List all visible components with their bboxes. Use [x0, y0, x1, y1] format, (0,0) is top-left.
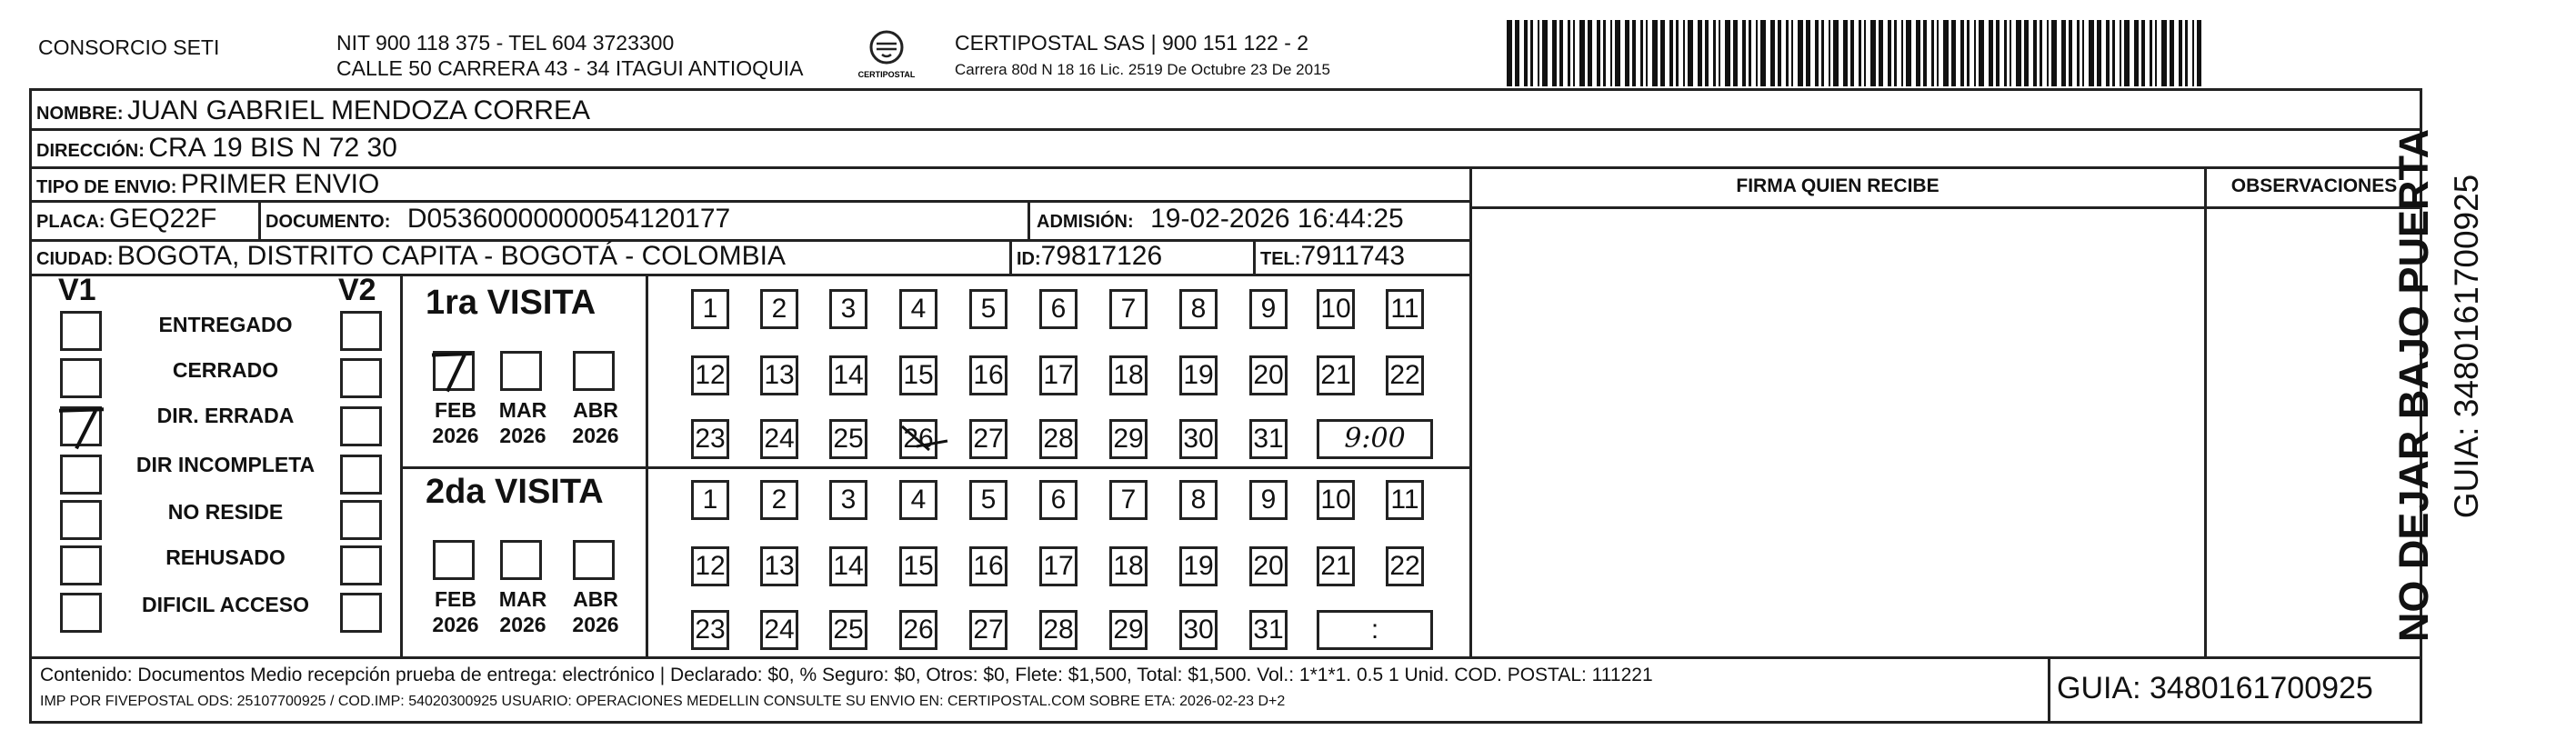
recipient-address: CRA 19 BIS N 72 30 — [148, 133, 397, 163]
ciudad-value: BOGOTA, DISTRITO CAPITA - BOGOTÁ - COLOMBIA — [116, 241, 786, 271]
barcode-bar — [1943, 20, 1949, 86]
second-visit-day-box[interactable]: 23 — [691, 610, 729, 650]
barcode-bar — [2082, 20, 2084, 86]
barcode-bar — [1879, 20, 1883, 86]
barcode-bar — [2024, 20, 2029, 86]
barcode-bar — [1610, 20, 1612, 86]
second-visit-day-box[interactable]: 6 — [1039, 480, 1078, 520]
second-visit-day-box[interactable]: 14 — [829, 546, 867, 586]
barcode-bar — [1833, 20, 1839, 86]
v1-checkbox[interactable] — [60, 358, 102, 398]
barcode-bar — [2106, 20, 2110, 86]
barcode-bar — [1530, 20, 1533, 86]
first-visit-month-year: 2026 — [432, 424, 479, 447]
second-visit-day-box[interactable]: 2 — [760, 480, 798, 520]
barcode-bar — [2192, 20, 2194, 86]
barcode-bar — [1931, 20, 1934, 86]
barcode-bar — [2179, 20, 2182, 86]
barcode-bar — [1573, 20, 1575, 86]
second-visit-day-box[interactable]: 3 — [829, 480, 867, 520]
barcode-bar — [1951, 20, 1956, 86]
tel-cell: TEL:7911743 — [1260, 241, 1406, 271]
barcode-bar — [1850, 20, 1854, 86]
status-option-label: DIR. ERRADA — [156, 404, 295, 427]
first-visit-day-box[interactable]: 9 — [1249, 289, 1288, 329]
barcode-bar — [1815, 20, 1819, 86]
second-visit-day-box[interactable]: 17 — [1039, 546, 1078, 586]
first-visit-day-box[interactable]: 13 — [760, 355, 798, 395]
barcode-bar — [1742, 20, 1746, 86]
barcode-bar — [2004, 20, 2007, 86]
second-visit-day-box[interactable]: 9 — [1249, 480, 1288, 520]
ciudad-cell: CIUDAD: BOGOTA, DISTRITO CAPITA - BOGOTÁ - COLOMBIA — [36, 241, 786, 271]
barcode-bar — [1733, 20, 1738, 86]
second-visit-day-box[interactable]: 16 — [969, 546, 1007, 586]
barcode-bar — [1640, 20, 1643, 86]
barcode-bar — [2069, 20, 2072, 86]
barcode-bar — [1597, 20, 1600, 86]
barcode-bar — [1989, 20, 1993, 86]
barcode-bar — [1756, 20, 1758, 86]
barcode-bar — [1786, 20, 1789, 86]
barcode-bar — [1515, 20, 1519, 86]
second-visit-month-label: MAR — [498, 587, 547, 611]
second-visit-day-box[interactable]: 28 — [1039, 610, 1078, 650]
barcode-bar — [2170, 20, 2174, 86]
footer-contents: Contenido: Documentos Medio recepción prueba de entrega: electrónico | Declarado: $0, % Seguro: $0, Otros: $0, Flete: $1,500, Total: $1,500. Vol.: 1*1*1. 0.5 1 Unid. COD. POSTAL: 111221 — [40, 665, 1653, 685]
handwritten-check-mark — [430, 348, 479, 394]
first-visit-day-box[interactable]: 17 — [1039, 355, 1078, 395]
second-visit-day-box[interactable]: 13 — [760, 546, 798, 586]
barcode-bar — [1937, 20, 1939, 86]
first-visit-day-box[interactable]: 5 — [969, 289, 1007, 329]
barcode-bar — [2077, 20, 2080, 86]
first-visit-day-box[interactable]: 22 — [1386, 355, 1424, 395]
barcode-bar — [1683, 20, 1685, 86]
carrier-name: CERTIPOSTAL SAS | 900 151 122 - 2 — [955, 31, 1309, 55]
recipient-name: JUAN GABRIEL MENDOZA CORREA — [127, 95, 590, 125]
first-visit-day-box[interactable]: 25 — [829, 419, 867, 459]
barcode-bar — [2051, 20, 2057, 86]
barcode-bar — [2120, 20, 2121, 86]
barcode-bar — [1542, 20, 1548, 86]
barcode-bar — [2197, 20, 2201, 86]
barcode-bar — [1843, 20, 1848, 86]
status-option-label: NO RESIDE — [167, 500, 284, 524]
svg-text:CERTIPOSTAL: CERTIPOSTAL — [857, 70, 916, 79]
barcode-bar — [1524, 20, 1528, 86]
barcode-bar — [1669, 20, 1673, 86]
tel-value: 7911743 — [1300, 241, 1406, 271]
first-visit-day-box[interactable]: 28 — [1039, 419, 1078, 459]
observaciones-header: OBSERVACIONES — [2230, 175, 2398, 196]
v1-checkbox[interactable] — [60, 406, 102, 446]
first-visit-day-box[interactable]: 8 — [1179, 289, 1218, 329]
barcode-bar — [2097, 20, 2101, 86]
second-visit-day-box[interactable]: 21 — [1317, 546, 1355, 586]
documento-cell: DOCUMENTO: D05360000000054120177 — [266, 204, 731, 234]
first-visit-day-box[interactable]: 10 — [1317, 289, 1355, 329]
second-visit-month-year: 2026 — [432, 613, 479, 636]
second-visit-month-year: 2026 — [499, 613, 546, 636]
first-visit-month-checkbox[interactable] — [433, 351, 475, 391]
company-address: CALLE 50 CARRERA 43 - 34 ITAGUI ANTIOQUIA — [336, 56, 804, 80]
barcode-bar — [1632, 20, 1636, 86]
first-visit-day-box[interactable]: 26 — [899, 419, 937, 459]
barcode-bar — [2134, 20, 2139, 86]
barcode-bar — [1538, 20, 1539, 86]
barcode-bar — [2016, 20, 2021, 86]
first-visit-day-box[interactable]: 2 — [760, 289, 798, 329]
status-option-label: DIFICIL ACCESO — [141, 593, 309, 616]
second-visit-day-box[interactable]: 18 — [1109, 546, 1148, 586]
barcode-bar — [2047, 20, 2049, 86]
placa-cell: PLACA: GEQ22F — [36, 204, 217, 234]
second-visit-day-box[interactable]: 24 — [760, 610, 798, 650]
barcode-bar — [1859, 20, 1861, 86]
id-cell: ID:79817126 — [1017, 241, 1163, 271]
first-visit-time-box[interactable]: 9:00 — [1317, 419, 1433, 459]
status-option-label: REHUSADO — [165, 545, 286, 569]
barcode-bar — [1798, 20, 1803, 86]
v1-checkbox[interactable] — [60, 593, 102, 633]
barcode-bar — [1996, 20, 2000, 86]
second-visit-month-checkbox[interactable] — [573, 540, 615, 580]
barcode-bar — [2141, 20, 2145, 86]
second-visit-day-box[interactable]: 25 — [829, 610, 867, 650]
barcode-bar — [1791, 20, 1793, 86]
first-visit-title: 1ra VISITA — [426, 284, 596, 322]
v2-checkbox[interactable] — [340, 455, 382, 495]
barcode-bar — [1916, 20, 1920, 86]
barcode-bar — [2155, 20, 2157, 86]
barcode-bar — [1588, 20, 1592, 86]
v2-label: V2 — [338, 273, 376, 307]
first-visit-day-box[interactable]: 24 — [760, 419, 798, 459]
carrier-license: Carrera 80d N 18 16 Lic. 2519 De Octubre 23 De 2015 — [955, 61, 1330, 78]
no-dejar-bajo-puerta: NO DEJAR BAJO PUERTA — [2391, 128, 2437, 643]
first-visit-day-box[interactable]: 19 — [1179, 355, 1218, 395]
second-visit-day-box[interactable]: 15 — [899, 546, 937, 586]
tipo-row: TIPO DE ENVIO: PRIMER ENVIO — [36, 169, 380, 199]
admision-value: 19-02-2026 16:44:25 — [1150, 204, 1404, 234]
barcode-bar — [2124, 20, 2130, 86]
barcode-bar — [1625, 20, 1629, 86]
barcode-bar — [2161, 20, 2167, 86]
barcode-bar — [1646, 20, 1648, 86]
barcode-bar — [2089, 20, 2094, 86]
first-visit-day-box[interactable]: 1 — [691, 289, 729, 329]
first-visit-day-box[interactable]: 15 — [899, 355, 937, 395]
second-visit-day-box[interactable]: 22 — [1386, 546, 1424, 586]
first-visit-month-label: MAR — [498, 398, 547, 422]
documento-value: D05360000000054120177 — [406, 204, 731, 234]
first-visit-day-box[interactable]: 6 — [1039, 289, 1078, 329]
shipment-type: PRIMER ENVIO — [180, 169, 380, 199]
first-visit-month-checkbox[interactable] — [573, 351, 615, 391]
second-visit-day-box[interactable]: 4 — [899, 480, 937, 520]
barcode-bar — [1652, 20, 1658, 86]
handwritten-check-mark — [57, 404, 112, 451]
barcode-bar — [1725, 20, 1730, 86]
status-option-label: CERRADO — [172, 358, 279, 382]
first-visit-day-box[interactable]: 29 — [1109, 419, 1148, 459]
first-visit-day-box[interactable]: 4 — [899, 289, 937, 329]
barcode-bar — [1979, 20, 1984, 86]
second-visit-month-label: FEB — [435, 587, 476, 611]
barcode-bar — [1894, 20, 1897, 86]
barcode-bar — [1603, 20, 1606, 86]
barcode-bar — [1688, 20, 1693, 86]
first-visit-day-box[interactable]: 12 — [691, 355, 729, 395]
barcode-bar — [1749, 20, 1751, 86]
barcode-bar — [1960, 20, 1964, 86]
first-visit-month-checkbox[interactable] — [500, 351, 542, 391]
second-visit-month-checkbox[interactable] — [433, 540, 475, 580]
first-visit-day-box[interactable]: 18 — [1109, 355, 1148, 395]
footer-guia: GUIA: 3480161700925 — [2057, 671, 2373, 705]
first-visit-day-box[interactable]: 3 — [829, 289, 867, 329]
barcode-bar — [1888, 20, 1891, 86]
certipostal-logo — [855, 29, 918, 82]
second-visit-time-box[interactable]: : — [1317, 610, 1433, 650]
v2-checkbox[interactable] — [340, 545, 382, 585]
barcode-bar — [2185, 20, 2188, 86]
second-visit-month-label: ABR — [573, 587, 618, 611]
barcode-bar — [1719, 20, 1720, 86]
barcode-bar — [1568, 20, 1570, 86]
first-visit-day-box[interactable]: 20 — [1249, 355, 1288, 395]
barcode-bar — [1760, 20, 1766, 86]
second-visit-day-box[interactable]: 31 — [1249, 610, 1288, 650]
barcode-bar — [1829, 20, 1830, 86]
second-visit-day-box[interactable]: 11 — [1386, 480, 1424, 520]
company-nit: NIT 900 118 375 - TEL 604 3723300 — [336, 31, 675, 55]
second-visit-day-box[interactable]: 1 — [691, 480, 729, 520]
first-visit-day-box[interactable]: 7 — [1109, 289, 1148, 329]
second-visit-day-box[interactable]: 8 — [1179, 480, 1218, 520]
first-visit-day-box[interactable]: 31 — [1249, 419, 1288, 459]
placa-value: GEQ22F — [109, 204, 217, 234]
v2-checkbox[interactable] — [340, 593, 382, 633]
barcode-bar — [1806, 20, 1810, 86]
second-visit-day-box[interactable]: 12 — [691, 546, 729, 586]
admision-cell: ADMISIÓN: 19-02-2026 16:44:25 — [1037, 204, 1404, 234]
barcode-bar — [1821, 20, 1824, 86]
barcode-bar — [1906, 20, 1911, 86]
barcode-bar — [1660, 20, 1665, 86]
second-visit-month-checkbox[interactable] — [500, 540, 542, 580]
barcode-bar — [1974, 20, 1976, 86]
barcode-bar — [2112, 20, 2115, 86]
barcode-bar — [1901, 20, 1903, 86]
nombre-row: NOMBRE: JUAN GABRIEL MENDOZA CORREA — [36, 95, 590, 125]
barcode-bar — [2150, 20, 2152, 86]
barcode-bar — [1870, 20, 1876, 86]
v1-checkbox[interactable] — [60, 545, 102, 585]
footer-print-info: IMP POR FIVEPOSTAL ODS: 25107700925 / COD.IMP: 54020300925 USUARIO: OPERACIONES MEDELLIN CONSULTE SU ENVIO EN: CERTIPOSTAL.COM SOBRE ETA: 2026-02-23 D+2 — [40, 694, 1286, 709]
first-visit-day-box[interactable]: 30 — [1179, 419, 1218, 459]
second-visit-day-box[interactable]: 30 — [1179, 610, 1218, 650]
barcode-bar — [2010, 20, 2011, 86]
first-visit-day-box[interactable]: 23 — [691, 419, 729, 459]
barcode-bar — [1864, 20, 1866, 86]
v1-checkbox[interactable] — [60, 455, 102, 495]
firma-header: FIRMA QUIEN RECIBE — [1736, 175, 1940, 196]
second-visit-day-box[interactable]: 19 — [1179, 546, 1218, 586]
first-visit-day-box[interactable]: 11 — [1386, 289, 1424, 329]
first-visit-month-label: ABR — [573, 398, 618, 422]
first-visit-day-box[interactable]: 14 — [829, 355, 867, 395]
v2-checkbox[interactable] — [340, 358, 382, 398]
direccion-row: DIRECCIÓN: CRA 19 BIS N 72 30 — [36, 133, 397, 163]
barcode-bar — [1579, 20, 1585, 86]
first-visit-day-box[interactable]: 27 — [969, 419, 1007, 459]
barcode-bar — [1698, 20, 1702, 86]
v2-checkbox[interactable] — [340, 406, 382, 446]
barcode-bar — [1507, 20, 1512, 86]
second-visit-title: 2da VISITA — [426, 473, 604, 511]
barcode-bar — [1676, 20, 1679, 86]
handwritten-strike — [898, 419, 953, 459]
first-visit-day-box[interactable]: 16 — [969, 355, 1007, 395]
barcode — [1505, 20, 2205, 86]
barcode-bar — [2033, 20, 2037, 86]
barcode-bar — [1713, 20, 1716, 86]
barcode-bar — [1552, 20, 1557, 86]
barcode-bar — [1615, 20, 1620, 86]
second-visit-day-box[interactable]: 29 — [1109, 610, 1148, 650]
company-name: CONSORCIO SETI — [38, 35, 220, 59]
first-visit-day-box[interactable]: 21 — [1317, 355, 1355, 395]
status-option-label: DIR INCOMPLETA — [135, 453, 316, 476]
second-visit-day-box[interactable]: 7 — [1109, 480, 1148, 520]
v1-checkbox[interactable] — [60, 311, 102, 351]
second-visit-day-box[interactable]: 27 — [969, 610, 1007, 650]
barcode-bar — [1923, 20, 1927, 86]
second-visit-day-box[interactable]: 5 — [969, 480, 1007, 520]
first-visit-month-year: 2026 — [499, 424, 546, 447]
side-guia-number: GUIA: 3480161700925 — [2448, 174, 2485, 519]
second-visit-day-box[interactable]: 26 — [899, 610, 937, 650]
barcode-bar — [2061, 20, 2066, 86]
barcode-bar — [1778, 20, 1781, 86]
second-visit-month-year: 2026 — [572, 613, 619, 636]
v1-checkbox[interactable] — [60, 500, 102, 540]
first-visit-month-year: 2026 — [572, 424, 619, 447]
v2-checkbox[interactable] — [340, 311, 382, 351]
barcode-bar — [1559, 20, 1563, 86]
barcode-bar — [1770, 20, 1775, 86]
first-visit-month-label: FEB — [435, 398, 476, 422]
v2-checkbox[interactable] — [340, 500, 382, 540]
v1-label: V1 — [58, 273, 96, 307]
barcode-bar — [1967, 20, 1970, 86]
barcode-bar — [1705, 20, 1709, 86]
second-visit-day-box[interactable]: 20 — [1249, 546, 1288, 586]
status-option-label: ENTREGADO — [158, 313, 293, 336]
barcode-bar — [2040, 20, 2042, 86]
id-value: 79817126 — [1040, 241, 1163, 271]
second-visit-day-box[interactable]: 10 — [1317, 480, 1355, 520]
